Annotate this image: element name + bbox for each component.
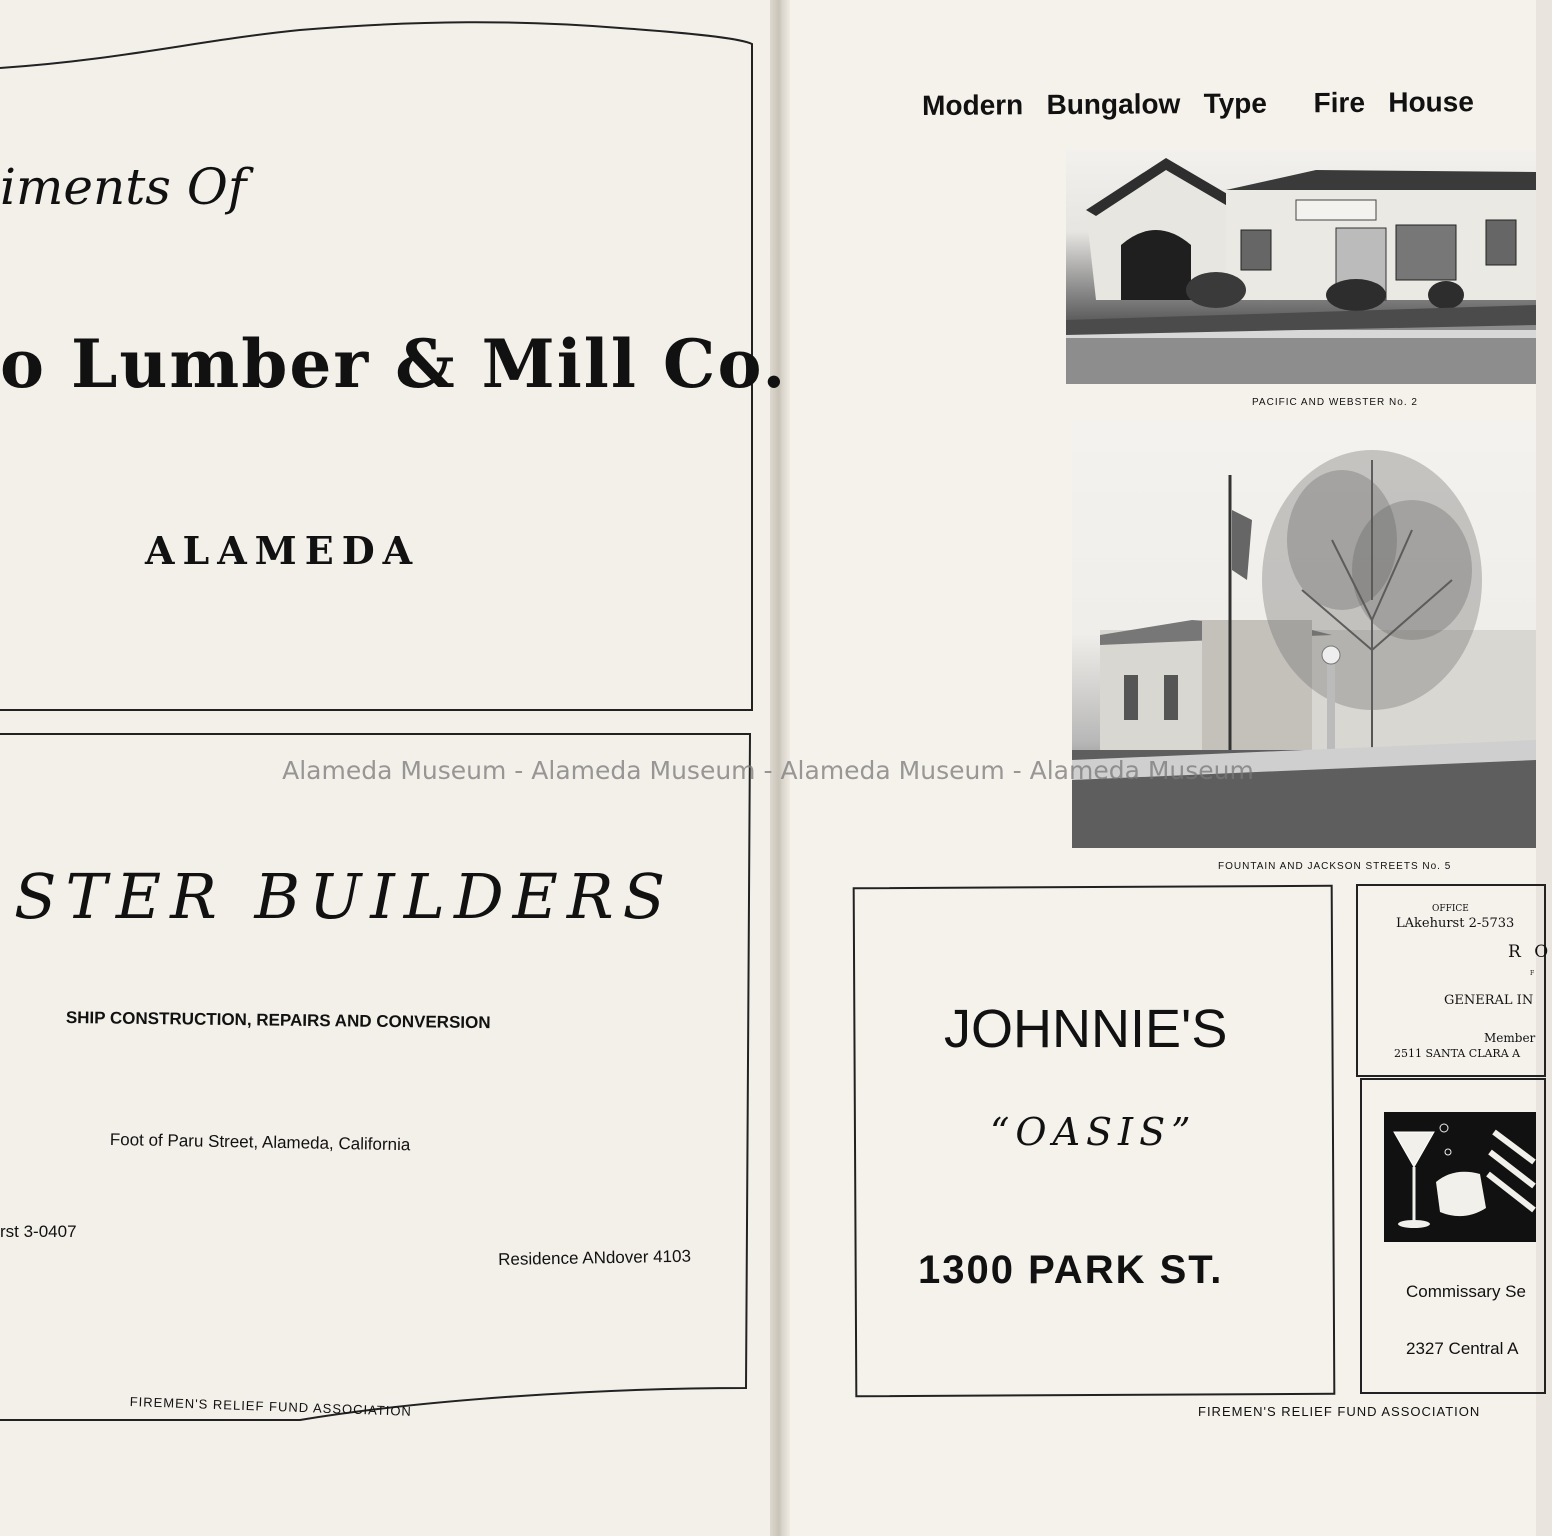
commissary-line2: 2327 Central A — [1406, 1339, 1519, 1358]
builders-services: SHIP CONSTRUCTION, REPAIRS AND CONVERSION — [65, 1008, 491, 1033]
compliments-text: iments Of — [0, 158, 247, 216]
builders-phone: rst 3-0407 — [0, 1222, 77, 1241]
commissary-line1: Commissary Se — [1406, 1282, 1526, 1301]
johnnies-subtitle: “OASIS” — [990, 1110, 1197, 1154]
insurance-phone: LAkehurst 2-5733 — [1396, 916, 1515, 931]
cocktail-illustration — [1384, 1112, 1536, 1242]
builders-residence: Residence ANdover 4103 — [498, 1246, 692, 1269]
johnnies-address: 1300 PARK ST. — [918, 1248, 1224, 1292]
insurance-address: 2511 SANTA CLARA A — [1394, 1047, 1521, 1060]
builders-address: Foot of Paru Street, Alameda, California — [109, 1130, 411, 1155]
insurance-name: R O — [1508, 942, 1552, 962]
insurance-office-label: OFFICE — [1432, 904, 1469, 914]
insurance-member: Member — [1484, 1031, 1536, 1045]
right-footer: FIREMEN'S RELIEF FUND ASSOCIATION — [1198, 1404, 1481, 1419]
museum-watermark: Alameda Museum - Alameda Museum - Alameda Museum - Alameda Museum — [282, 756, 1254, 785]
builders-company-name: STER BUILDERS — [14, 860, 675, 933]
fire-house-photo-pacific-webster — [1066, 150, 1536, 384]
photo2-caption: FOUNTAIN AND JACKSON STREETS No. 5 — [1218, 861, 1452, 872]
alameda-city-label: ALAMEDA — [145, 528, 421, 573]
photo1-caption: PACIFIC AND WEBSTER No. 2 — [1252, 397, 1418, 408]
insurance-service: GENERAL IN — [1444, 993, 1534, 1008]
johnnies-name: JOHNNIE'S — [944, 999, 1228, 1059]
bottom-ad-border — [0, 720, 778, 1440]
lumber-company-name: o Lumber & Mill Co. — [0, 325, 788, 403]
insurance-tiny-text: F — [1530, 970, 1535, 977]
left-footer: FIREMEN'S RELIEF FUND ASSOCIATION — [129, 1394, 413, 1419]
fire-house-heading: Modern Bungalow Type Fire House — [922, 86, 1474, 121]
